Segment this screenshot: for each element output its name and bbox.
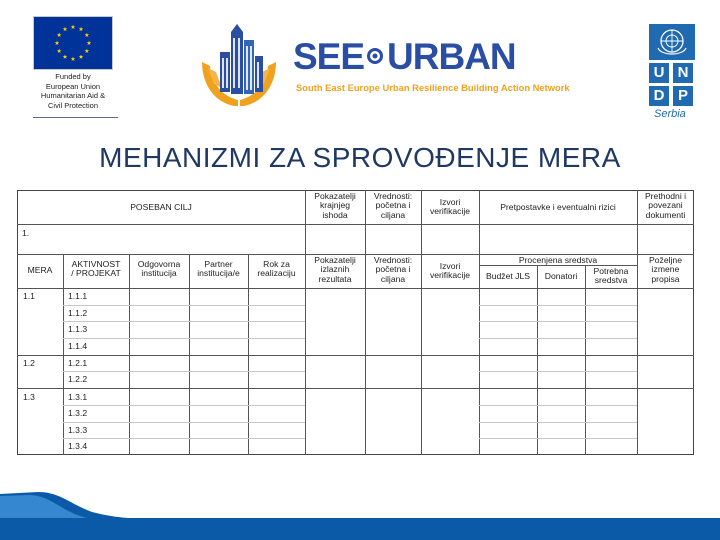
header-line: realizaciju [257, 268, 296, 279]
table-row-line [63, 405, 305, 406]
eu-star-icon [79, 54, 84, 58]
measure-number: 1.2 [23, 358, 35, 368]
table-row-line [63, 321, 305, 322]
eu-divider [33, 117, 118, 118]
header-line: AKTIVNOST [71, 259, 121, 269]
footer-wave-band [0, 478, 720, 540]
header-pokazatelji-izlaznih [305, 256, 365, 284]
header-line: Izvori [439, 197, 461, 207]
seeurban-see-text: SEE [293, 36, 365, 77]
table-divider [637, 190, 638, 455]
eu-star-icon [85, 33, 90, 37]
header-line: ciljana [380, 209, 406, 220]
activity-number: 1.1.1 [68, 291, 88, 301]
table-row-line [17, 355, 694, 356]
undp-letter: N [673, 63, 693, 83]
page-title: MEHANIZMI ZA SPROVOĐENJE MERA [99, 142, 621, 173]
header-line: Potrebna [593, 266, 629, 276]
header-potrebna [585, 267, 637, 286]
activity-number: 1.1.2 [68, 308, 88, 318]
eu-caption-line: European Union [45, 81, 101, 91]
header-line: institucija [141, 268, 177, 279]
eu-star-icon [87, 41, 92, 45]
eu-caption-line: Civil Protection [47, 100, 99, 110]
header-line: Odgovorna [137, 259, 181, 269]
un-emblem-icon [649, 24, 695, 60]
header-izvori-2 [421, 262, 479, 281]
table-row-line [479, 305, 637, 306]
eu-caption-line: Funded by [55, 72, 91, 81]
header-line: rezultata [318, 273, 352, 284]
activity-number: 1.2.1 [68, 358, 88, 368]
header-odgovorna [129, 260, 189, 279]
header-line: sredstva [594, 275, 628, 286]
header-donatori: Donatori [544, 271, 578, 281]
table-divider [421, 190, 422, 455]
seeurban-tagline: South East Europe Urban Resilience Building Action Network [296, 82, 570, 93]
eu-star-icon [55, 41, 60, 45]
activity-number: 1.1.4 [68, 341, 88, 351]
activity-number: 1.3.4 [68, 441, 88, 451]
globe-icon [366, 47, 384, 65]
table-row-line [63, 371, 305, 372]
measure-number: 1.3 [23, 392, 35, 402]
eu-caption-line: Humanitarian Aid & [40, 91, 106, 100]
header-prethodni [637, 192, 694, 220]
table-row-line [63, 438, 305, 439]
header-pozeljne [637, 256, 694, 284]
table-row-line [63, 338, 305, 339]
header-line: izmene [651, 264, 680, 275]
table-row-line [479, 422, 637, 423]
header-line: Prethodni i [644, 191, 687, 201]
eu-star-icon [63, 27, 68, 31]
eu-caption [33, 72, 113, 110]
eu-star-icon [63, 54, 68, 58]
eu-star-icon [71, 25, 76, 29]
table-row-line [479, 338, 637, 339]
undp-letter: P [673, 86, 693, 106]
eu-star-icon [57, 49, 62, 53]
table-row-line [17, 388, 694, 389]
header-pretpostavke: Pretpostavke i eventualni rizici [500, 202, 616, 212]
table-row-line [17, 224, 694, 225]
header-mera: MERA [27, 265, 53, 275]
header-line: Rok za [263, 259, 290, 269]
header-aktivnost [63, 260, 129, 279]
table-row-line [479, 438, 637, 439]
header-line: verifikacije [429, 270, 471, 281]
header-line: povezani [648, 200, 683, 211]
header-pokazatelji-krajnjeg [305, 192, 365, 220]
measures-table [17, 190, 694, 455]
table-divider [537, 265, 538, 455]
header-line: Pokazatelji [314, 255, 356, 265]
table-row-line [479, 321, 637, 322]
activity-number: 1.2.2 [68, 374, 88, 384]
table-divider [305, 190, 306, 455]
header-rok [248, 260, 305, 279]
header-izvori-1 [421, 198, 479, 217]
activity-number: 1.3.1 [68, 392, 88, 402]
measure-number: 1.1 [23, 291, 35, 301]
header-line: Izvori [439, 261, 461, 271]
seeurban-urban-text: URBAN [387, 36, 516, 77]
table-divider [585, 265, 586, 455]
header-line: krajnjeg [319, 200, 351, 211]
eu-flag-icon [33, 16, 113, 70]
undp-letter: U [649, 63, 669, 83]
table-row-line [63, 305, 305, 306]
table-divider [365, 190, 366, 455]
activity-number: 1.3.2 [68, 408, 88, 418]
header-line: početna i [375, 200, 411, 211]
goal-number: 1. [22, 228, 30, 238]
seeurban-buildings-hands-icon [198, 22, 280, 110]
header-line: institucija/e [197, 268, 240, 279]
activity-number: 1.1.3 [68, 324, 88, 334]
seeurban-wordmark [293, 36, 516, 78]
eu-star-icon [71, 57, 76, 61]
table-row-line [479, 405, 637, 406]
header-vrednosti-1 [365, 192, 421, 220]
header-line: izlaznih [320, 264, 350, 275]
undp-letter: D [649, 86, 669, 106]
table-row-line [63, 422, 305, 423]
header-line: dokumenti [645, 209, 686, 220]
table-divider [479, 190, 480, 455]
header-partner [189, 260, 248, 279]
table-row-line [17, 288, 694, 289]
header-line: Poželjne [649, 255, 682, 265]
header-line: ciljana [380, 273, 406, 284]
header-line: Vrednosti: [373, 191, 413, 201]
header-line: verifikacije [429, 206, 471, 217]
header-line: Vrednosti: [373, 255, 413, 265]
header-budzet: Budžet JLS [486, 271, 530, 281]
header-vrednosti-2 [365, 256, 421, 284]
header-line: / PROJEKAT [71, 268, 121, 279]
header-line: ishoda [322, 209, 348, 220]
header-line: početna i [375, 264, 411, 275]
header-procenjena: Procenjena sredstva [518, 255, 598, 265]
header-line: Partner [204, 259, 233, 269]
table-row-line [479, 371, 637, 372]
eu-star-icon [85, 49, 90, 53]
undp-country-label: Serbia [654, 108, 686, 120]
header-line: Pokazatelji [314, 191, 356, 201]
activity-number: 1.3.3 [68, 425, 88, 435]
header-line: propisa [651, 273, 680, 284]
eu-star-icon [79, 27, 84, 31]
eu-star-icon [57, 33, 62, 37]
header-poseban-cilj: POSEBAN CILJ [130, 202, 192, 212]
